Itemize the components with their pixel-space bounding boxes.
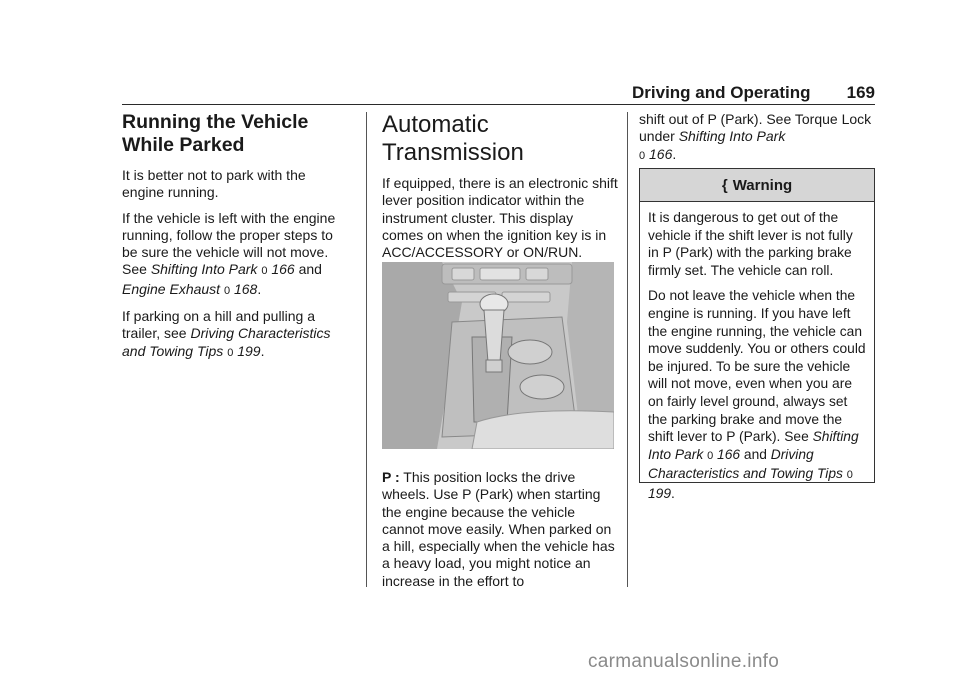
link-driving-characteristics[interactable]: Driving Characteristics and Towing Tips [648,446,843,482]
warning-paragraph: Do not leave the vehicle when the engine is running. If you have left the engine running, the vehicle can move suddenly. You or others could be injured. To be sure the vehicle will not move, even when you are on fairly level ground, always set the parking brake and move the shift lever to P (Park). See Shifting Into Park 0 166 and Driving Characteristics and Towing Tips 0 199. [648,288,866,501]
section-title: Driving and Operating [632,83,811,102]
warning-icon: { [721,176,728,194]
link-engine-exhaust[interactable]: Engine Exhaust [122,280,221,297]
warning-title-bar [640,169,874,202]
page-ref-icon: 0 [227,346,234,359]
watermark: carmanualsonline.info [588,651,780,672]
page-ref[interactable]: 166 [271,261,295,278]
paragraph: If the vehicle is left with the engine running, follow the proper steps to be sure the vehicle will not move. See Shifting Into Park 0 166 and Engine Exhaust 0 168. [122,209,336,297]
section-heading-running-parked: Running the Vehicle While Parked [122,111,309,156]
page-ref[interactable]: 199 [237,342,261,359]
park-label: P : [382,469,400,485]
page-number: 169 [846,83,875,102]
paragraph: shift out of P (Park). See Torque Lock under Shifting Into Park 0 166. [639,111,872,162]
left-column [122,111,350,370]
link-shifting-into-park[interactable]: Shifting Into Park [150,261,258,278]
paragraph: If equipped, there is an electronic shift lever position indicator within the instrument cluster. This display comes on when the ignition key is in ACC/ACCESSORY or ON/RUN. [382,175,618,261]
header-rule [122,104,875,105]
page-ref[interactable]: 166 [649,145,673,162]
link-shifting-into-park[interactable]: Shifting Into Park [648,429,859,462]
column-divider-left [366,112,367,587]
right-column [639,111,875,173]
warning-box [639,168,875,501]
shift-lever-illustration [382,262,614,449]
warning-paragraph: It is dangerous to get out of the vehicle if the shift lever is not fully in P (Park) with the parking brake firmly set. The vehicle can roll. [648,210,853,278]
link-shifting-into-park[interactable]: Shifting Into Park [678,128,786,145]
paragraph: P : This position locks the drive wheels. Use P (Park) when starting the engine because the vehicle cannot move easily. When parked on a hill, especially when the vehicle has a heavy load, you might notice an increase in the effort to [382,469,615,589]
park-description [382,469,618,598]
middle-column [382,111,618,269]
page-ref-icon: 0 [261,265,268,278]
page-ref[interactable]: 199 [648,485,672,501]
paragraph: If parking on a hill and pulling a trailer, see Driving Characteristics and Towing Tips 0 199. [122,308,331,359]
page-header [632,83,875,105]
page-ref[interactable]: 166 [717,446,741,462]
link-driving-characteristics[interactable]: Driving Characteristics and Towing Tips [122,325,331,359]
warning-body [640,202,874,503]
page-ref-icon: 0 [846,469,853,482]
paragraph: It is better not to park with the engine running. [122,167,306,201]
page-ref[interactable]: 168 [233,280,258,297]
page-ref-icon: 0 [223,284,231,297]
warning-title: Warning [732,176,793,194]
page-ref-icon: 0 [707,449,714,462]
shift-lever-image [382,262,614,449]
column-divider-right [627,112,628,587]
page-ref-icon: 0 [639,149,646,162]
section-heading-automatic-transmission: Automatic Transmission [382,111,524,166]
